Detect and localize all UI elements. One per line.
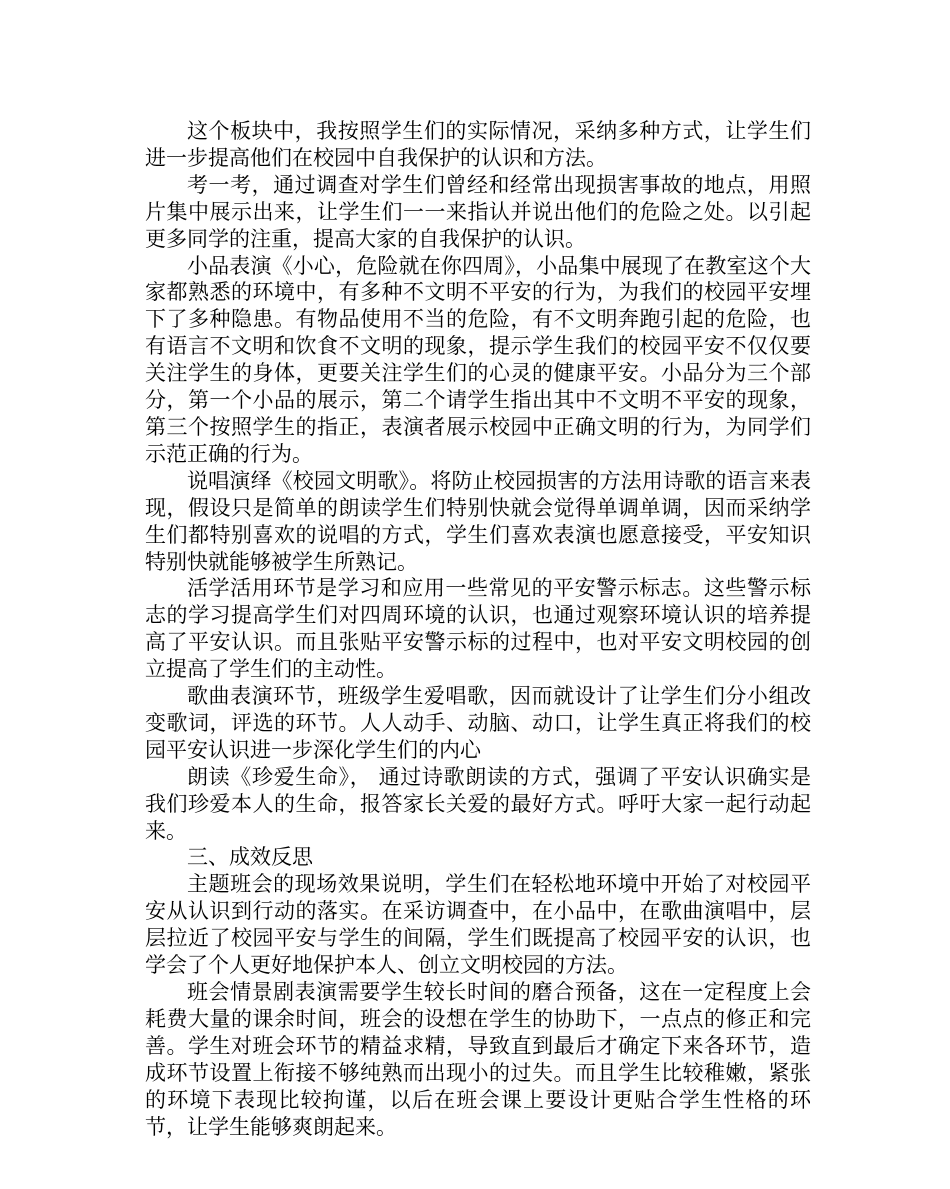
paragraph-safety-signs: 活学活用环节是学习和应用一些常见的平安警示标志。这些警示标志的学习提高学生们对四周环境的认识，也通过观察环境认识的培养提高了平安认识。而且张贴平安警示标的过程中，也对平安文明校园的创立提高了学生们的主动性。: [145, 576, 811, 682]
paragraph-sketch-performance: 小品表演《小心，危险就在你四周》，小品集中展现了在教室这个大家都熟悉的环境中，有多种不文明不平安的行为，为我们的校园平安埋下了多种隐患。有物品使用不当的危险，有不文明奔跑引起的危险，也有语言不文明和饮食不文明的现象，提示学生我们的校园平安不仅仅要关注学生的身体，更要关注学生们的心灵的健康平安。小品分为三个部分，第一个小品的展示，第二个请学生指出其中不文明不平安的现象，第三个按照学生的指正，表演者展示校园中正确文明的行为，为同学们示范正确的行为。: [145, 253, 811, 466]
paragraph-kao-yi-kao: 考一考，通过调查对学生们曾经和经常出现损害事故的地点，用照片集中展示出来，让学生们一一来指认并说出他们的危险之处。以引起更多同学的注重，提高大家的自我保护的认识。: [145, 172, 811, 251]
paragraph-effect: 主题班会的现场效果说明，学生们在轻松地环境中开始了对校园平安从认识到行动的落实。在采访调查中，在小品中，在歌曲演唱中，层层拉近了校园平安与学生的间隔，学生们既提高了校园平安的认识，也学会了个人更好地保护本人、创立文明校园的方法。: [145, 872, 811, 978]
paragraph-song-performance: 歌曲表演环节，班级学生爱唱歌，因而就设计了让学生们分小组改变歌词，评选的环节。人人动手、动脑、动口，让学生真正将我们的校园平安认识进一步深化学生们的内心: [145, 684, 811, 762]
document-body: [145, 118, 811, 1140]
paragraph-intro: 这个板块中，我按照学生们的实际情况，采纳多种方式，让学生们进一步提高他们在校园中自我保护的认识和方法。: [145, 119, 811, 170]
paragraph-rap-performance: 说唱演绎《校园文明歌》。将防止校园损害的方法用诗歌的语言来表现，假设只是简单的朗读学生们特别快就会觉得单调单调，因而采纳学生们都特别喜欢的说唱的方式，学生们喜欢表演也愿意接受，平安知识特别快就能够被学生所熟记。: [145, 468, 811, 574]
paragraph-poem-reading: 朗读《珍爱生命》， 通过诗歌朗读的方式，强调了平安认识确实是我们珍爱本人的生命，报答家长关爱的最好方式。呼吁大家一起行动起来。: [145, 764, 811, 843]
paragraph-shortcomings: 班会情景剧表演需要学生较长时间的磨合预备，这在一定程度上会耗费大量的课余时间，班会的设想在学生的协助下，一点点的修正和完善。学生对班会环节的精益求精，导致直到最后才确定下来各环节，造成环节设置上衔接不够纯熟而出现小的过失。而且学生比较稚嫩，紧张的环境下表现比较拘谨，以后在班会课上要设计更贴合学生性格的环节，让学生能够爽朗起来。: [145, 980, 811, 1139]
section-heading-reflection: 三、成效反思: [187, 845, 313, 870]
